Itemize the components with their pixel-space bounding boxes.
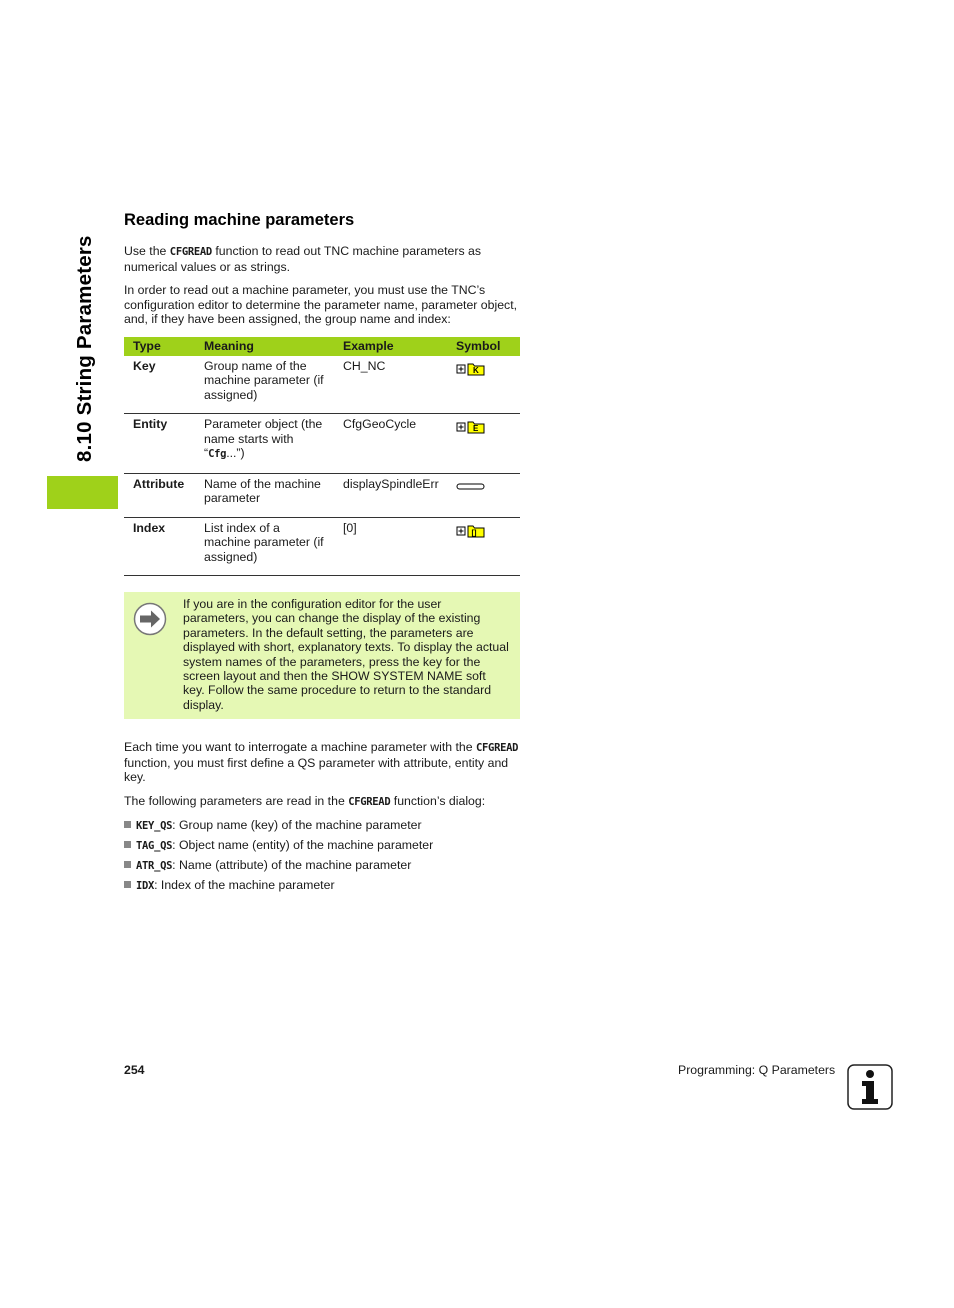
table-row	[124, 473, 520, 517]
cfgread-code: CFGREAD	[476, 742, 519, 755]
row-example: displaySpindleErr	[334, 473, 447, 517]
list-item: KEY_QS: Group name (key) of the machine parameter	[124, 818, 520, 834]
section-heading: Reading machine parameters	[124, 211, 355, 229]
parameter-list	[124, 818, 520, 894]
row-symbol	[447, 473, 520, 517]
table-row	[124, 356, 520, 414]
note-text: If you are in the configuration editor for the user parameters, you can change the display of the existing parameters. In the default setting, the parameters are displayed with short, explanatory texts. To display the actual system names of the parameters, press the key for the screen layout and then the SHOW SYSTEM NAME soft key. Follow the same procedure to return to the standard display.	[183, 597, 509, 712]
symbol-letter: K	[473, 365, 479, 375]
info-icon	[847, 1064, 893, 1114]
editor-paragraph: In order to read out a machine parameter, you must use the TNC’s configuration editor to determine the parameter name, parameter object, and, if they have been assigned, the group name and index:	[124, 283, 518, 326]
row-symbol	[447, 414, 520, 474]
define-qs-paragraph: Each time you want to interrogate a machine parameter with the CFGREAD function, you must first define a QS parameter with attribute, entity and key.	[124, 740, 519, 785]
cfgread-code: CFGREAD	[169, 246, 212, 258]
list-item: ATR_QS: Name (attribute) of the machine parameter	[124, 858, 520, 874]
main-content	[124, 210, 520, 898]
bullet-square-icon	[124, 841, 131, 848]
row-meaning: List index of a machine parameter (if assigned)	[195, 517, 334, 576]
row-type: Key	[124, 356, 195, 414]
chapter-side-title: 8.10 String Parameters	[73, 235, 96, 462]
list-item: TAG_QS: Object name (entity) of the machine parameter	[124, 838, 520, 854]
attribute-field-icon	[456, 480, 486, 498]
table-row	[124, 414, 520, 474]
dialog-paragraph: The following parameters are read in the CFGREAD function’s dialog:	[124, 793, 486, 808]
row-symbol	[447, 356, 520, 414]
row-type: Attribute	[124, 473, 195, 517]
page-number: 254	[124, 1063, 145, 1077]
row-meaning: Group name of the machine parameter (if assigned)	[195, 356, 334, 414]
cfgread-details	[124, 740, 520, 894]
symbol-letter: E	[473, 424, 479, 433]
header-meaning: Meaning	[195, 337, 334, 356]
row-meaning: Parameter object (the name starts with “Cfg...”)	[195, 414, 334, 474]
header-type: Type	[124, 337, 195, 356]
row-example: [0]	[334, 517, 447, 576]
table-row	[124, 517, 520, 576]
row-type: Index	[124, 517, 195, 576]
table-header-row	[124, 337, 520, 356]
row-example: CH_NC	[334, 356, 447, 414]
bullet-square-icon	[124, 861, 131, 868]
symbol-letter: []	[471, 527, 477, 537]
cfg-code: Cfg	[208, 448, 227, 460]
row-example: CfgGeoCycle	[334, 414, 447, 474]
arrow-right-icon	[133, 602, 167, 639]
footer-chapter: Programming: Q Parameters	[678, 1063, 836, 1077]
cfgread-code: CFGREAD	[348, 795, 391, 808]
key-folder-icon	[456, 362, 486, 380]
bullet-square-icon	[124, 881, 131, 888]
row-symbol	[447, 517, 520, 576]
bullet-square-icon	[124, 821, 131, 828]
list-item: IDX: Index of the machine parameter	[124, 878, 520, 894]
entity-folder-icon	[456, 420, 486, 438]
note-box	[124, 592, 520, 719]
chapter-tab-marker	[47, 476, 118, 509]
header-example: Example	[334, 337, 447, 356]
intro-paragraph: Use the CFGREAD function to read out TNC machine parameters as numerical values or as strings.	[124, 244, 482, 274]
index-folder-icon	[456, 524, 486, 542]
row-meaning: Name of the machine parameter	[195, 473, 334, 517]
parameter-table	[124, 337, 520, 577]
header-symbol: Symbol	[447, 337, 520, 356]
row-type: Entity	[124, 414, 195, 474]
